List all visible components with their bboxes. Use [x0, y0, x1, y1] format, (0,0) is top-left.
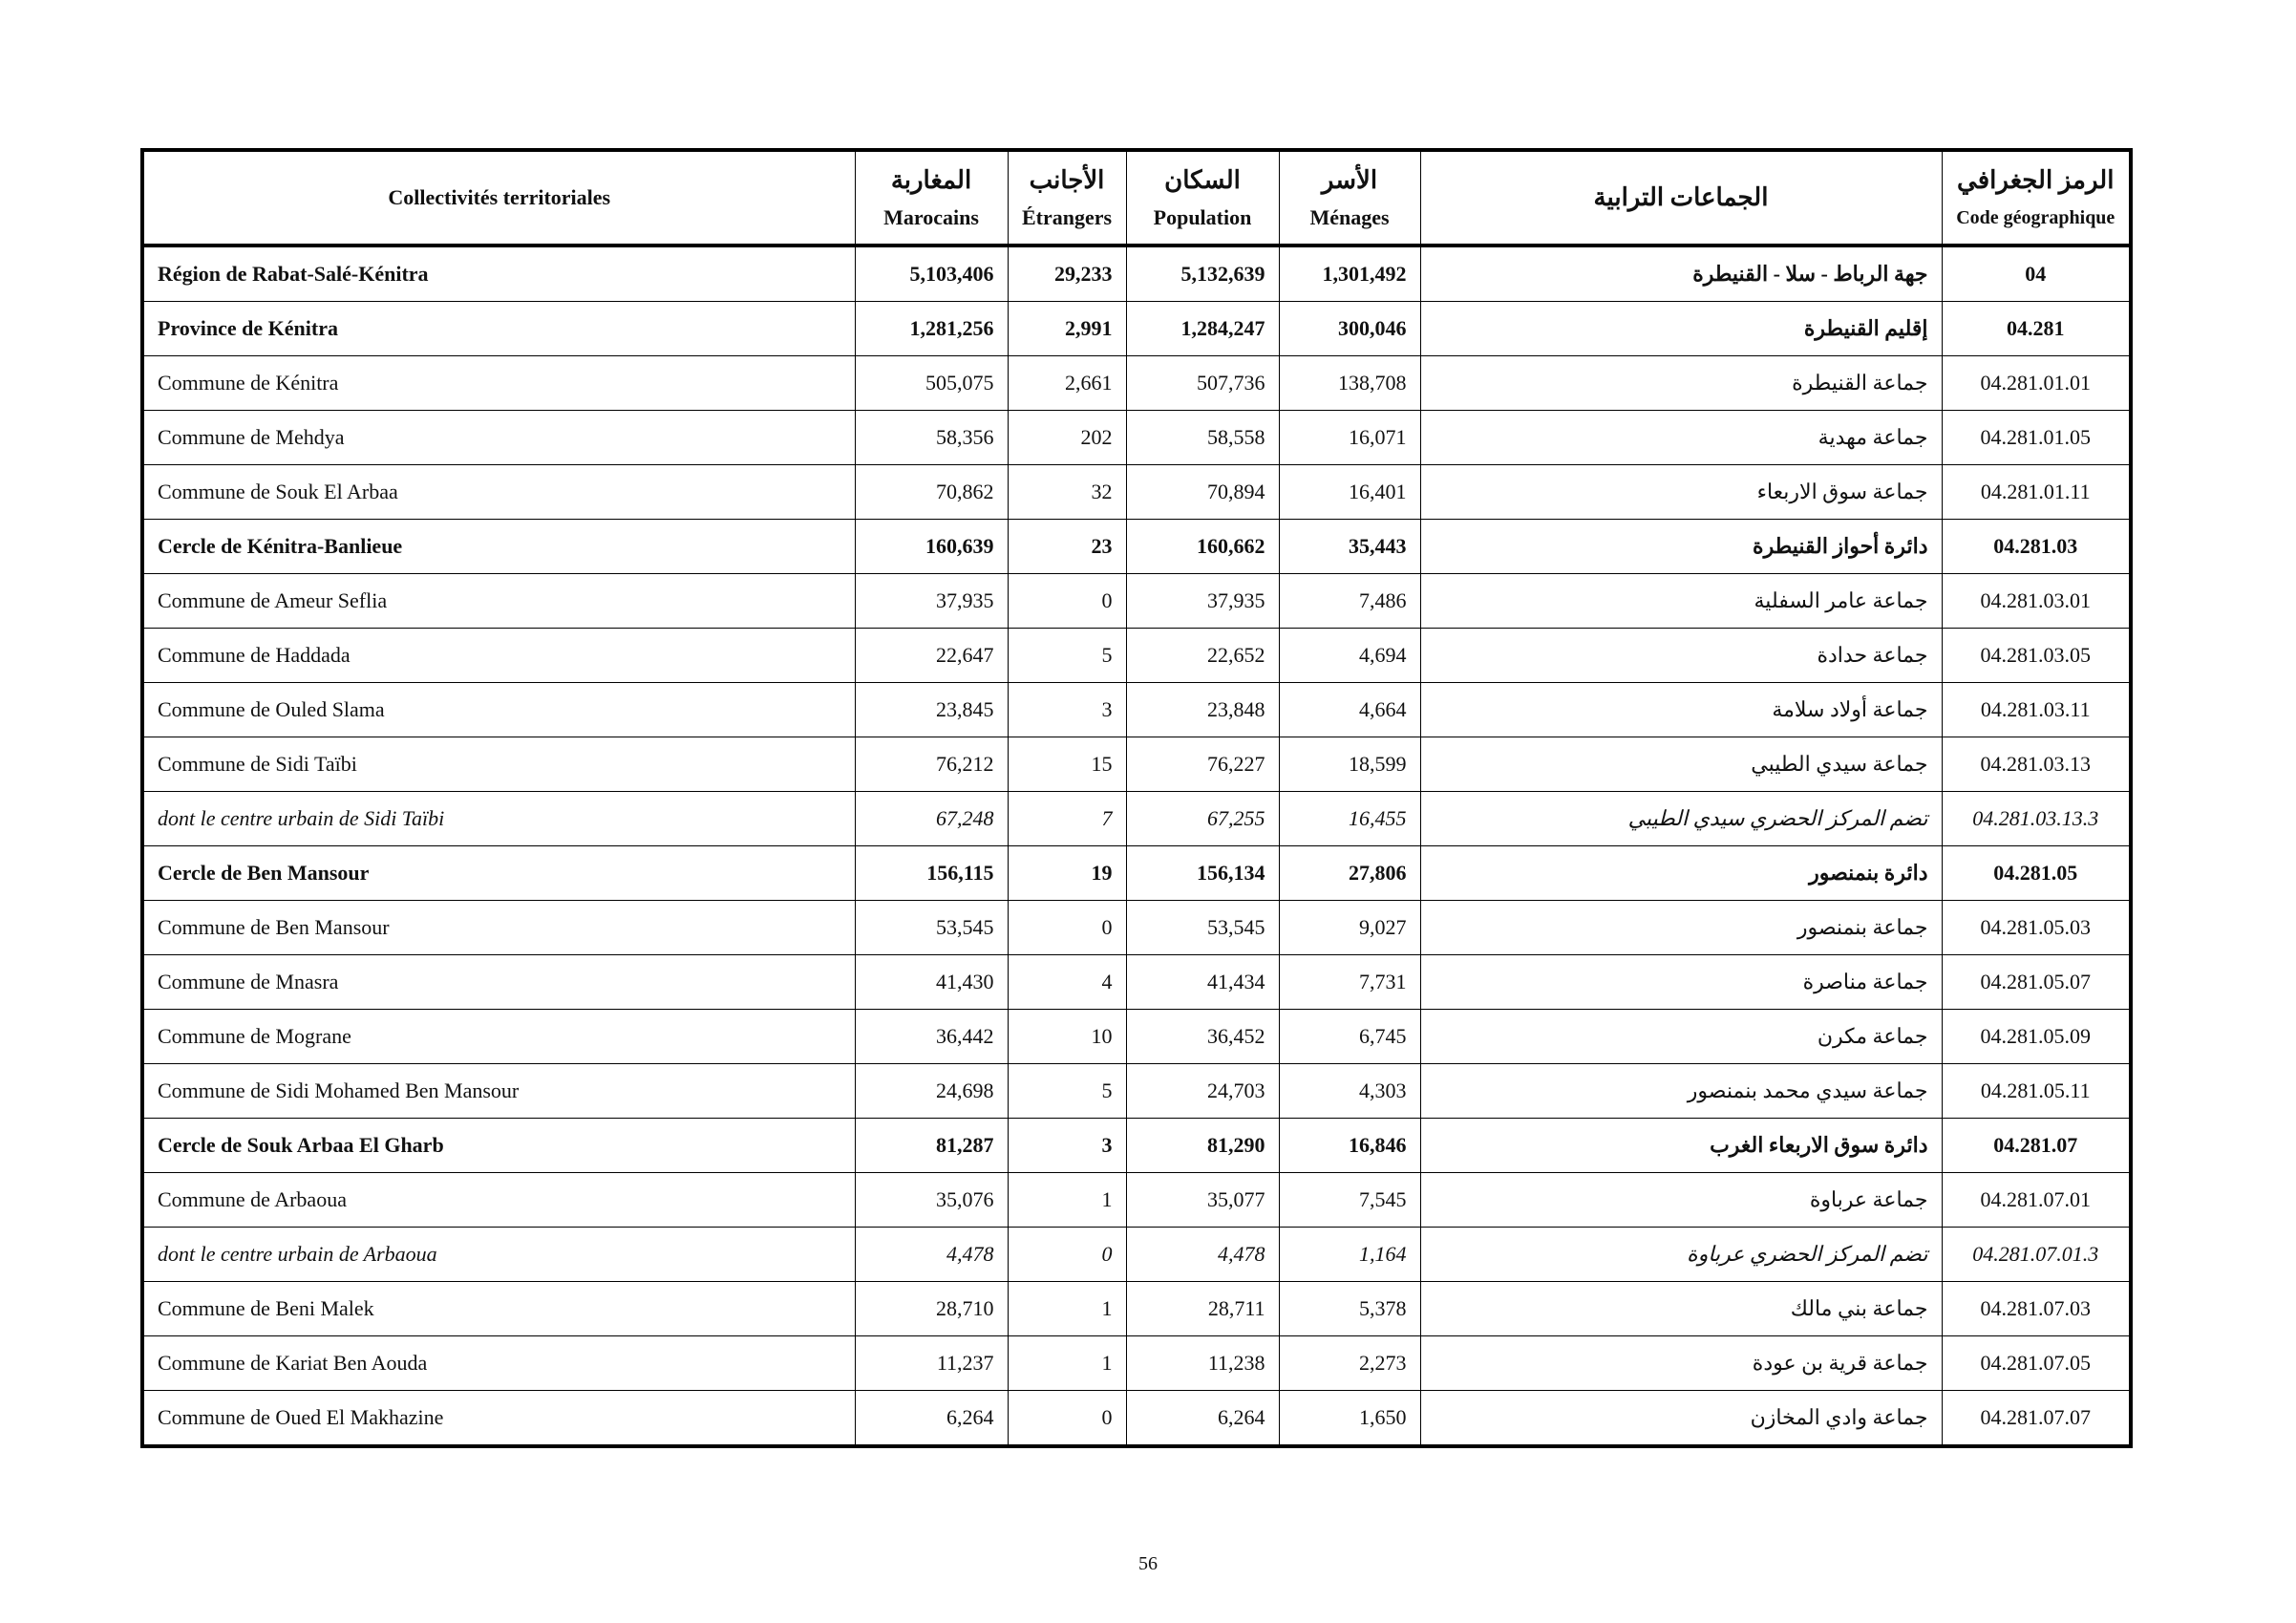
cell-code: 04.281.01.01 — [1942, 356, 2131, 411]
header-collectivites — [142, 150, 855, 246]
cell-etrangers: 10 — [1008, 1010, 1126, 1064]
cell-etrangers: 2,991 — [1008, 302, 1126, 356]
header-code — [1942, 150, 2131, 246]
header-menages — [1279, 150, 1420, 246]
table-row-centre — [142, 1228, 2131, 1282]
table-row-cercle — [142, 846, 2131, 901]
cell-name-fr: Commune de Beni Malek — [142, 1282, 855, 1336]
cell-menages: 4,664 — [1279, 683, 1420, 737]
cell-name-fr: Commune de Kariat Ben Aouda — [142, 1336, 855, 1391]
cell-name-fr: dont le centre urbain de Sidi Taïbi — [142, 792, 855, 846]
cell-etrangers: 5 — [1008, 629, 1126, 683]
cell-name-ar: جماعة بني مالك — [1420, 1282, 1942, 1336]
header-jamaat-ar: الجماعات الترابية — [1593, 183, 1769, 211]
cell-etrangers: 0 — [1008, 1391, 1126, 1447]
cell-etrangers: 15 — [1008, 737, 1126, 792]
cell-code: 04.281 — [1942, 302, 2131, 356]
cell-population: 28,711 — [1126, 1282, 1279, 1336]
cell-name-fr: Province de Kénitra — [142, 302, 855, 356]
table-row-commune — [142, 1010, 2131, 1064]
cell-menages: 9,027 — [1279, 901, 1420, 955]
cell-code: 04.281.07 — [1942, 1119, 2131, 1173]
table-row-commune — [142, 1173, 2131, 1228]
table-row-commune — [142, 574, 2131, 629]
cell-etrangers: 1 — [1008, 1282, 1126, 1336]
cell-marocains: 24,698 — [855, 1064, 1008, 1119]
cell-menages: 5,378 — [1279, 1282, 1420, 1336]
cell-name-fr: Cercle de Ben Mansour — [142, 846, 855, 901]
cell-marocains: 6,264 — [855, 1391, 1008, 1447]
cell-code: 04.281.05.03 — [1942, 901, 2131, 955]
cell-code: 04.281.01.11 — [1942, 465, 2131, 520]
cell-name-ar: دائرة أحواز القنيطرة — [1420, 520, 1942, 574]
table-row-commune — [142, 683, 2131, 737]
cell-population: 1,284,247 — [1126, 302, 1279, 356]
cell-marocains: 41,430 — [855, 955, 1008, 1010]
cell-code: 04.281.07.03 — [1942, 1282, 2131, 1336]
cell-menages: 18,599 — [1279, 737, 1420, 792]
cell-etrangers: 1 — [1008, 1173, 1126, 1228]
cell-population: 58,558 — [1126, 411, 1279, 465]
cell-name-ar: جماعة مناصرة — [1420, 955, 1942, 1010]
cell-name-ar: جماعة حدادة — [1420, 629, 1942, 683]
cell-menages: 16,071 — [1279, 411, 1420, 465]
cell-name-ar: جماعة عامر السفلية — [1420, 574, 1942, 629]
cell-population: 81,290 — [1126, 1119, 1279, 1173]
cell-name-ar: جماعة قرية بن عودة — [1420, 1336, 1942, 1391]
cell-marocains: 67,248 — [855, 792, 1008, 846]
cell-population: 36,452 — [1126, 1010, 1279, 1064]
cell-etrangers: 1 — [1008, 1336, 1126, 1391]
cell-name-fr: Commune de Sidi Mohamed Ben Mansour — [142, 1064, 855, 1119]
cell-code: 04.281.03.13.3 — [1942, 792, 2131, 846]
cell-population: 76,227 — [1126, 737, 1279, 792]
cell-menages: 16,846 — [1279, 1119, 1420, 1173]
cell-population: 70,894 — [1126, 465, 1279, 520]
cell-name-ar: جماعة مهدية — [1420, 411, 1942, 465]
cell-name-ar: إقليم القنيطرة — [1420, 302, 1942, 356]
cell-name-ar: جهة الرباط - سلا - القنيطرة — [1420, 246, 1942, 302]
table-row-cercle — [142, 1119, 2131, 1173]
header-marocains-fr: Marocains — [883, 205, 979, 229]
header-jamaat — [1420, 150, 1942, 246]
cell-name-ar: جماعة القنيطرة — [1420, 356, 1942, 411]
table-row-province — [142, 302, 2131, 356]
cell-population: 35,077 — [1126, 1173, 1279, 1228]
cell-marocains: 160,639 — [855, 520, 1008, 574]
header-population — [1126, 150, 1279, 246]
cell-menages: 4,694 — [1279, 629, 1420, 683]
cell-menages: 27,806 — [1279, 846, 1420, 901]
table-row-cercle — [142, 520, 2131, 574]
cell-code: 04 — [1942, 246, 2131, 302]
cell-name-ar: دائرة سوق الاربعاء الغرب — [1420, 1119, 1942, 1173]
cell-name-ar: جماعة بنمنصور — [1420, 901, 1942, 955]
cell-code: 04.281.07.01.3 — [1942, 1228, 2131, 1282]
cell-marocains: 22,647 — [855, 629, 1008, 683]
header-menages-fr: Ménages — [1309, 205, 1390, 229]
cell-code: 04.281.05 — [1942, 846, 2131, 901]
header-population-ar: السكان — [1164, 166, 1241, 194]
cell-etrangers: 29,233 — [1008, 246, 1126, 302]
table-body — [142, 246, 2131, 1446]
header-code-fr: Code géographique — [1956, 207, 2115, 228]
header-marocains-ar: المغاربة — [890, 166, 972, 194]
cell-population: 160,662 — [1126, 520, 1279, 574]
cell-population: 67,255 — [1126, 792, 1279, 846]
cell-population: 41,434 — [1126, 955, 1279, 1010]
header-menages-ar: الأسر — [1321, 166, 1378, 194]
cell-code: 04.281.05.11 — [1942, 1064, 2131, 1119]
header-etrangers — [1008, 150, 1126, 246]
cell-marocains: 156,115 — [855, 846, 1008, 901]
cell-menages: 1,650 — [1279, 1391, 1420, 1447]
cell-population: 53,545 — [1126, 901, 1279, 955]
cell-menages: 7,486 — [1279, 574, 1420, 629]
cell-name-ar: دائرة بنمنصور — [1420, 846, 1942, 901]
header-collectivites-fr: Collectivités territoriales — [388, 185, 611, 209]
cell-name-fr: Commune de Kénitra — [142, 356, 855, 411]
table-row-commune — [142, 1064, 2131, 1119]
cell-name-fr: Commune de Arbaoua — [142, 1173, 855, 1228]
cell-etrangers: 19 — [1008, 846, 1126, 901]
cell-etrangers: 0 — [1008, 574, 1126, 629]
cell-menages: 4,303 — [1279, 1064, 1420, 1119]
cell-marocains: 76,212 — [855, 737, 1008, 792]
header-etrangers-ar: الأجانب — [1029, 166, 1105, 194]
cell-name-fr: Commune de Mehdya — [142, 411, 855, 465]
cell-code: 04.281.03.13 — [1942, 737, 2131, 792]
cell-marocains: 505,075 — [855, 356, 1008, 411]
cell-marocains: 28,710 — [855, 1282, 1008, 1336]
cell-name-ar: جماعة أولاد سلامة — [1420, 683, 1942, 737]
table-row-commune — [142, 1336, 2131, 1391]
cell-marocains: 23,845 — [855, 683, 1008, 737]
table-row-commune — [142, 901, 2131, 955]
cell-marocains: 81,287 — [855, 1119, 1008, 1173]
cell-marocains: 37,935 — [855, 574, 1008, 629]
cell-marocains: 53,545 — [855, 901, 1008, 955]
header-population-fr: Population — [1153, 205, 1252, 229]
cell-population: 37,935 — [1126, 574, 1279, 629]
cell-marocains: 35,076 — [855, 1173, 1008, 1228]
cell-marocains: 58,356 — [855, 411, 1008, 465]
cell-code: 04.281.01.05 — [1942, 411, 2131, 465]
cell-menages: 16,455 — [1279, 792, 1420, 846]
cell-etrangers: 5 — [1008, 1064, 1126, 1119]
table-row-commune — [142, 1282, 2131, 1336]
table-row-commune — [142, 629, 2131, 683]
table-row-region — [142, 246, 2131, 302]
cell-name-fr: Commune de Oued El Makhazine — [142, 1391, 855, 1447]
header-code-ar: الرمز الجغرافي — [1957, 166, 2115, 194]
cell-etrangers: 202 — [1008, 411, 1126, 465]
cell-etrangers: 0 — [1008, 1228, 1126, 1282]
cell-name-ar: تضم المركز الحضري سيدي الطيبي — [1420, 792, 1942, 846]
cell-name-ar: جماعة وادي المخازن — [1420, 1391, 1942, 1447]
cell-menages: 1,164 — [1279, 1228, 1420, 1282]
cell-population: 6,264 — [1126, 1391, 1279, 1447]
cell-marocains: 11,237 — [855, 1336, 1008, 1391]
table-row-commune — [142, 737, 2131, 792]
cell-menages: 7,731 — [1279, 955, 1420, 1010]
table-row-commune — [142, 356, 2131, 411]
cell-code: 04.281.05.07 — [1942, 955, 2131, 1010]
cell-name-fr: Commune de Ben Mansour — [142, 901, 855, 955]
cell-menages: 300,046 — [1279, 302, 1420, 356]
cell-name-fr: Commune de Ouled Slama — [142, 683, 855, 737]
cell-code: 04.281.07.05 — [1942, 1336, 2131, 1391]
cell-name-fr: Cercle de Kénitra-Banlieue — [142, 520, 855, 574]
header-etrangers-fr: Étrangers — [1021, 205, 1113, 229]
cell-etrangers: 3 — [1008, 1119, 1126, 1173]
cell-marocains: 5,103,406 — [855, 246, 1008, 302]
cell-population: 11,238 — [1126, 1336, 1279, 1391]
cell-name-fr: Commune de Sidi Taïbi — [142, 737, 855, 792]
cell-name-fr: dont le centre urbain de Arbaoua — [142, 1228, 855, 1282]
cell-code: 04.281.07.01 — [1942, 1173, 2131, 1228]
cell-menages: 7,545 — [1279, 1173, 1420, 1228]
cell-name-ar: تضم المركز الحضري عرباوة — [1420, 1228, 1942, 1282]
cell-menages: 16,401 — [1279, 465, 1420, 520]
cell-code: 04.281.03.05 — [1942, 629, 2131, 683]
cell-marocains: 4,478 — [855, 1228, 1008, 1282]
cell-population: 22,652 — [1126, 629, 1279, 683]
page-number: 56 — [1138, 1553, 1158, 1574]
cell-name-ar: جماعة سيدي محمد بنمنصور — [1420, 1064, 1942, 1119]
cell-menages: 138,708 — [1279, 356, 1420, 411]
cell-code: 04.281.05.09 — [1942, 1010, 2131, 1064]
cell-menages: 6,745 — [1279, 1010, 1420, 1064]
cell-marocains: 70,862 — [855, 465, 1008, 520]
header-marocains — [855, 150, 1008, 246]
cell-name-ar: جماعة سيدي الطيبي — [1420, 737, 1942, 792]
cell-name-fr: Commune de Ameur Seflia — [142, 574, 855, 629]
cell-name-fr: Commune de Mnasra — [142, 955, 855, 1010]
cell-code: 04.281.03 — [1942, 520, 2131, 574]
table-row-commune — [142, 411, 2131, 465]
cell-population: 507,736 — [1126, 356, 1279, 411]
cell-code: 04.281.03.01 — [1942, 574, 2131, 629]
cell-etrangers: 32 — [1008, 465, 1126, 520]
table-row-commune — [142, 955, 2131, 1010]
cell-name-fr: Commune de Souk El Arbaa — [142, 465, 855, 520]
cell-marocains: 36,442 — [855, 1010, 1008, 1064]
table-row-centre — [142, 792, 2131, 846]
cell-population: 4,478 — [1126, 1228, 1279, 1282]
cell-name-fr: Cercle de Souk Arbaa El Gharb — [142, 1119, 855, 1173]
cell-name-fr: Région de Rabat-Salé-Kénitra — [142, 246, 855, 302]
cell-etrangers: 0 — [1008, 901, 1126, 955]
cell-menages: 35,443 — [1279, 520, 1420, 574]
cell-name-ar: جماعة عرباوة — [1420, 1173, 1942, 1228]
cell-menages: 2,273 — [1279, 1336, 1420, 1391]
cell-population: 23,848 — [1126, 683, 1279, 737]
cell-etrangers: 4 — [1008, 955, 1126, 1010]
cell-etrangers: 7 — [1008, 792, 1126, 846]
cell-code: 04.281.03.11 — [1942, 683, 2131, 737]
cell-population: 5,132,639 — [1126, 246, 1279, 302]
table-row-commune — [142, 1391, 2131, 1447]
cell-population: 24,703 — [1126, 1064, 1279, 1119]
header-row — [142, 150, 2131, 246]
cell-etrangers: 3 — [1008, 683, 1126, 737]
cell-code: 04.281.07.07 — [1942, 1391, 2131, 1447]
table-row-commune — [142, 465, 2131, 520]
cell-marocains: 1,281,256 — [855, 302, 1008, 356]
cell-name-fr: Commune de Haddada — [142, 629, 855, 683]
cell-name-fr: Commune de Mograne — [142, 1010, 855, 1064]
cell-etrangers: 2,661 — [1008, 356, 1126, 411]
census-table — [140, 148, 2133, 1448]
cell-etrangers: 23 — [1008, 520, 1126, 574]
cell-population: 156,134 — [1126, 846, 1279, 901]
cell-menages: 1,301,492 — [1279, 246, 1420, 302]
cell-name-ar: جماعة سوق الاربعاء — [1420, 465, 1942, 520]
cell-name-ar: جماعة مكرن — [1420, 1010, 1942, 1064]
